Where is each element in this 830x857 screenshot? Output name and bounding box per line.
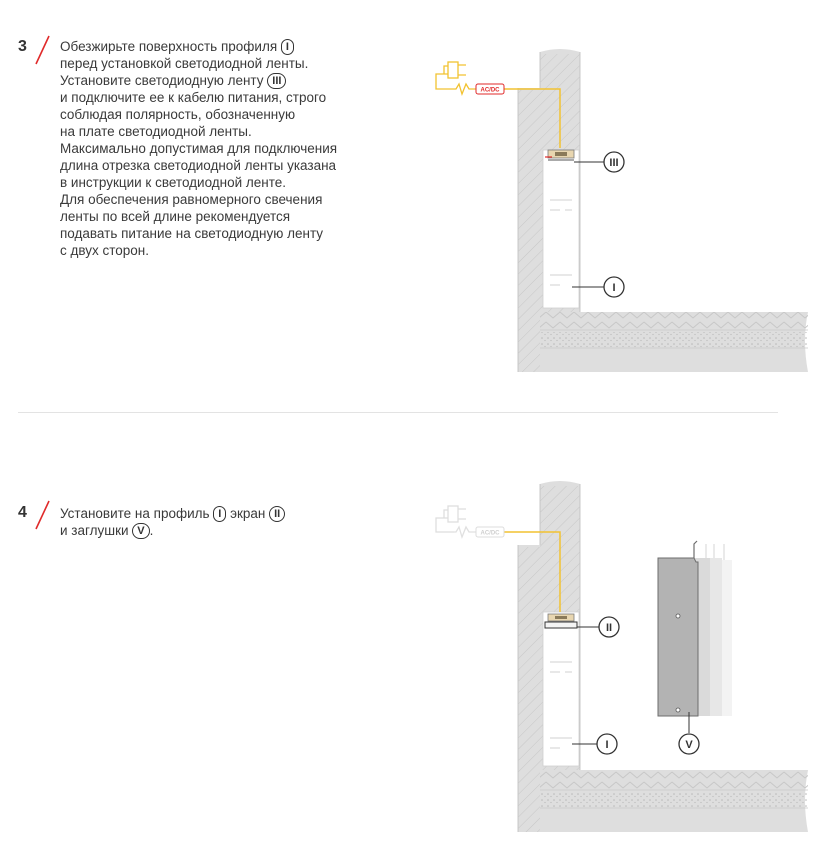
step-3-line-5: соблюдая полярность, обозначенную [60, 107, 296, 122]
step-4-number: 4 [18, 504, 27, 521]
step-3-instructions [60, 38, 337, 259]
step-3-line-7: Максимально допустимая для подключения [60, 141, 338, 156]
step-4-instructions [60, 505, 285, 539]
step-3-line-12: подавать питание на светодиодную ленту [60, 226, 324, 241]
svg-text:AC/DC: AC/DC [480, 87, 500, 94]
end-caps-illustration [658, 541, 732, 716]
step-4-slash [33, 499, 53, 531]
step-4-line-1: Установите на профиль I экран II [60, 505, 285, 522]
step-4-line-2: и заглушки V . [60, 523, 154, 538]
svg-text:I: I [612, 282, 616, 294]
power-plug-icon [436, 62, 466, 89]
step-3-line-2: перед установкой светодиодной ленты. [60, 56, 309, 71]
svg-text:I: I [605, 739, 609, 751]
svg-text:AC/DC: AC/DC [480, 530, 500, 537]
step-3-line-13: с двух сторон. [60, 243, 150, 258]
step-4-diagram [420, 470, 830, 840]
section-divider [18, 412, 778, 413]
step-3-line-8: длина отрезка светодиодной ленты указана [60, 158, 337, 173]
aluminium-profile [543, 150, 579, 308]
end-cap-badge: V [132, 523, 149, 539]
power-plug-icon [436, 506, 466, 532]
callout-diffuser [577, 617, 619, 637]
step-3-line-11: ленты по всей длине рекомендуется [60, 209, 291, 224]
step-3-diagram [420, 40, 830, 380]
diffuser-badge: II [269, 506, 285, 522]
step-3-line-3: Установите светодиодную ленту III [60, 72, 337, 89]
ac-dc-adapter-label [481, 88, 501, 94]
aluminium-profile [543, 612, 579, 766]
step-3-number: 3 [18, 38, 27, 55]
profile-badge: I [281, 39, 294, 55]
step-3-line-1: Обезжирьте поверхность профиля I [60, 38, 337, 55]
svg-text:II: II [605, 622, 613, 634]
step-3-line-10: Для обеспечения равномерного свечения [60, 192, 323, 207]
step-3-line-6: на плате светодиодной ленты. [60, 124, 252, 139]
profile-badge: I [213, 506, 226, 522]
step-3-line-9: в инструкции к светодиодной ленте. [60, 175, 287, 190]
svg-text:III: III [609, 157, 619, 169]
ac-dc-adapter-label [481, 531, 501, 537]
callout-led-strip [574, 152, 624, 172]
step-3-line-4: и подключите ее к кабелю питания, строго [60, 90, 327, 105]
svg-text:V: V [685, 739, 693, 751]
callout-end-cap [679, 712, 699, 754]
led-strip-with-diffuser [545, 614, 577, 628]
led-strip-badge: III [267, 73, 286, 89]
step-3-slash [33, 34, 53, 66]
